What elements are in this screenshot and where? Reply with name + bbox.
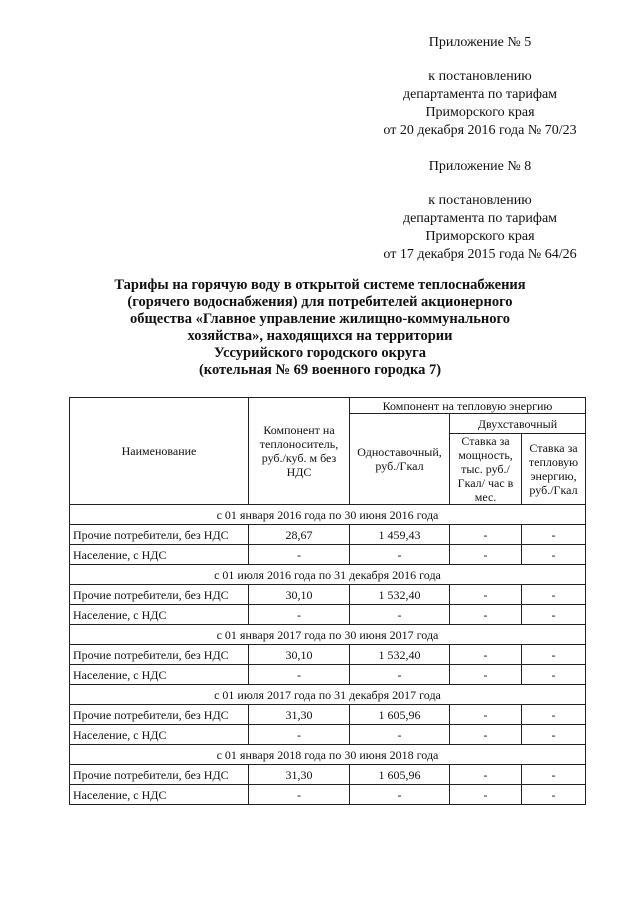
cell-name: Население, с НДС (70, 665, 249, 685)
cell-carrier: - (249, 665, 350, 685)
appendix-line: к постановлению (428, 69, 532, 84)
cell-single: - (350, 665, 450, 685)
period-row (70, 745, 586, 765)
period-row (70, 625, 586, 645)
appendix-line: Приморского края (425, 229, 535, 244)
header-two-rate: Двухставочный (450, 414, 586, 434)
period-label: с 01 января 2017 года по 30 июня 2017 года (70, 625, 586, 645)
cell-name: Население, с НДС (70, 785, 249, 805)
header-energy-group: Компонент на тепловую энергию (350, 398, 586, 414)
appendix-line: департамента по тарифам (402, 87, 558, 102)
cell-single: 1 605,96 (350, 705, 450, 725)
appendix-line: от 20 декабря 2016 года № 70/23 (383, 123, 577, 138)
appendix-block-1 (360, 34, 600, 140)
period-label: с 01 июля 2017 года по 31 декабря 2017 года (70, 685, 586, 705)
cell-carrier: 31,30 (249, 705, 350, 725)
cell-single: - (350, 605, 450, 625)
cell-energy: - (522, 705, 586, 725)
cell-single: - (350, 725, 450, 745)
header-row (70, 398, 586, 414)
header-capacity-rate: Ставка за мощность, тыс. руб./Гкал/ час в мес. (450, 434, 522, 505)
period-label: с 01 июля 2016 года по 31 декабря 2016 года (70, 565, 586, 585)
table-row (70, 785, 586, 805)
cell-name: Население, с НДС (70, 725, 249, 745)
cell-carrier: - (249, 545, 350, 565)
cell-capacity: - (450, 725, 522, 745)
cell-energy: - (522, 765, 586, 785)
header-energy-rate: Ставка за тепловую энергию, руб./Гкал (522, 434, 586, 505)
cell-capacity: - (450, 705, 522, 725)
period-row (70, 505, 586, 525)
cell-single: 1 605,96 (350, 765, 450, 785)
cell-name: Прочие потребители, без НДС (70, 585, 249, 605)
appendix-line: департамента по тарифам (402, 211, 558, 226)
title-line: хозяйства», находящихся на территории (187, 328, 453, 344)
table-row (70, 585, 586, 605)
table-row (70, 525, 586, 545)
period-row (70, 685, 586, 705)
cell-carrier: - (249, 785, 350, 805)
cell-energy: - (522, 785, 586, 805)
cell-single: 1 532,40 (350, 585, 450, 605)
tariff-table (69, 397, 586, 805)
appendix-line: Приморского края (425, 105, 535, 120)
cell-capacity: - (450, 645, 522, 665)
appendix-heading: Приложение № 5 (428, 35, 532, 50)
table-row (70, 765, 586, 785)
appendix-line: от 17 декабря 2015 года № 64/26 (383, 247, 577, 262)
cell-name: Население, с НДС (70, 605, 249, 625)
title-line: Уссурийского городского округа (214, 345, 426, 361)
cell-carrier: - (249, 725, 350, 745)
cell-capacity: - (450, 665, 522, 685)
cell-capacity: - (450, 785, 522, 805)
cell-single: - (350, 545, 450, 565)
table-row (70, 645, 586, 665)
table-row (70, 605, 586, 625)
cell-single: 1 459,43 (350, 525, 450, 545)
cell-capacity: - (450, 525, 522, 545)
table-row (70, 705, 586, 725)
cell-carrier: 30,10 (249, 585, 350, 605)
cell-single: 1 532,40 (350, 645, 450, 665)
cell-carrier: 31,30 (249, 765, 350, 785)
cell-capacity: - (450, 545, 522, 565)
document-title (80, 277, 560, 379)
cell-name: Прочие потребители, без НДС (70, 765, 249, 785)
cell-energy: - (522, 645, 586, 665)
cell-capacity: - (450, 605, 522, 625)
cell-carrier: 28,67 (249, 525, 350, 545)
cell-capacity: - (450, 765, 522, 785)
appendix-block-2 (360, 158, 600, 264)
period-row (70, 565, 586, 585)
cell-energy: - (522, 585, 586, 605)
title-line: (горячего водоснабжения) для потребителей акционерного (127, 294, 513, 310)
cell-name: Прочие потребители, без НДС (70, 645, 249, 665)
cell-single: - (350, 785, 450, 805)
table-row (70, 545, 586, 565)
title-line: общества «Главное управление жилищно-коммунального (129, 311, 511, 327)
cell-capacity: - (450, 585, 522, 605)
cell-carrier: - (249, 605, 350, 625)
cell-energy: - (522, 725, 586, 745)
title-line: Тарифы на горячую воду в открытой системе теплоснабжения (114, 277, 526, 293)
cell-carrier: 30,10 (249, 645, 350, 665)
cell-name: Население, с НДС (70, 545, 249, 565)
cell-energy: - (522, 665, 586, 685)
header-single-rate: Одноставочный, руб./Гкал (350, 414, 450, 505)
period-label: с 01 января 2016 года по 30 июня 2016 года (70, 505, 586, 525)
appendix-line: к постановлению (428, 193, 532, 208)
header-carrier: Компонент на теплоноситель, руб./куб. м без НДС (249, 398, 350, 505)
cell-name: Прочие потребители, без НДС (70, 525, 249, 545)
header-name: Наименование (70, 398, 249, 505)
cell-energy: - (522, 605, 586, 625)
appendix-heading: Приложение № 8 (428, 159, 532, 174)
title-line: (котельная № 69 военного городка 7) (198, 362, 442, 378)
table-body (70, 505, 586, 805)
cell-energy: - (522, 525, 586, 545)
cell-energy: - (522, 545, 586, 565)
table-row (70, 725, 586, 745)
table-row (70, 665, 586, 685)
period-label: с 01 января 2018 года по 30 июня 2018 года (70, 745, 586, 765)
cell-name: Прочие потребители, без НДС (70, 705, 249, 725)
